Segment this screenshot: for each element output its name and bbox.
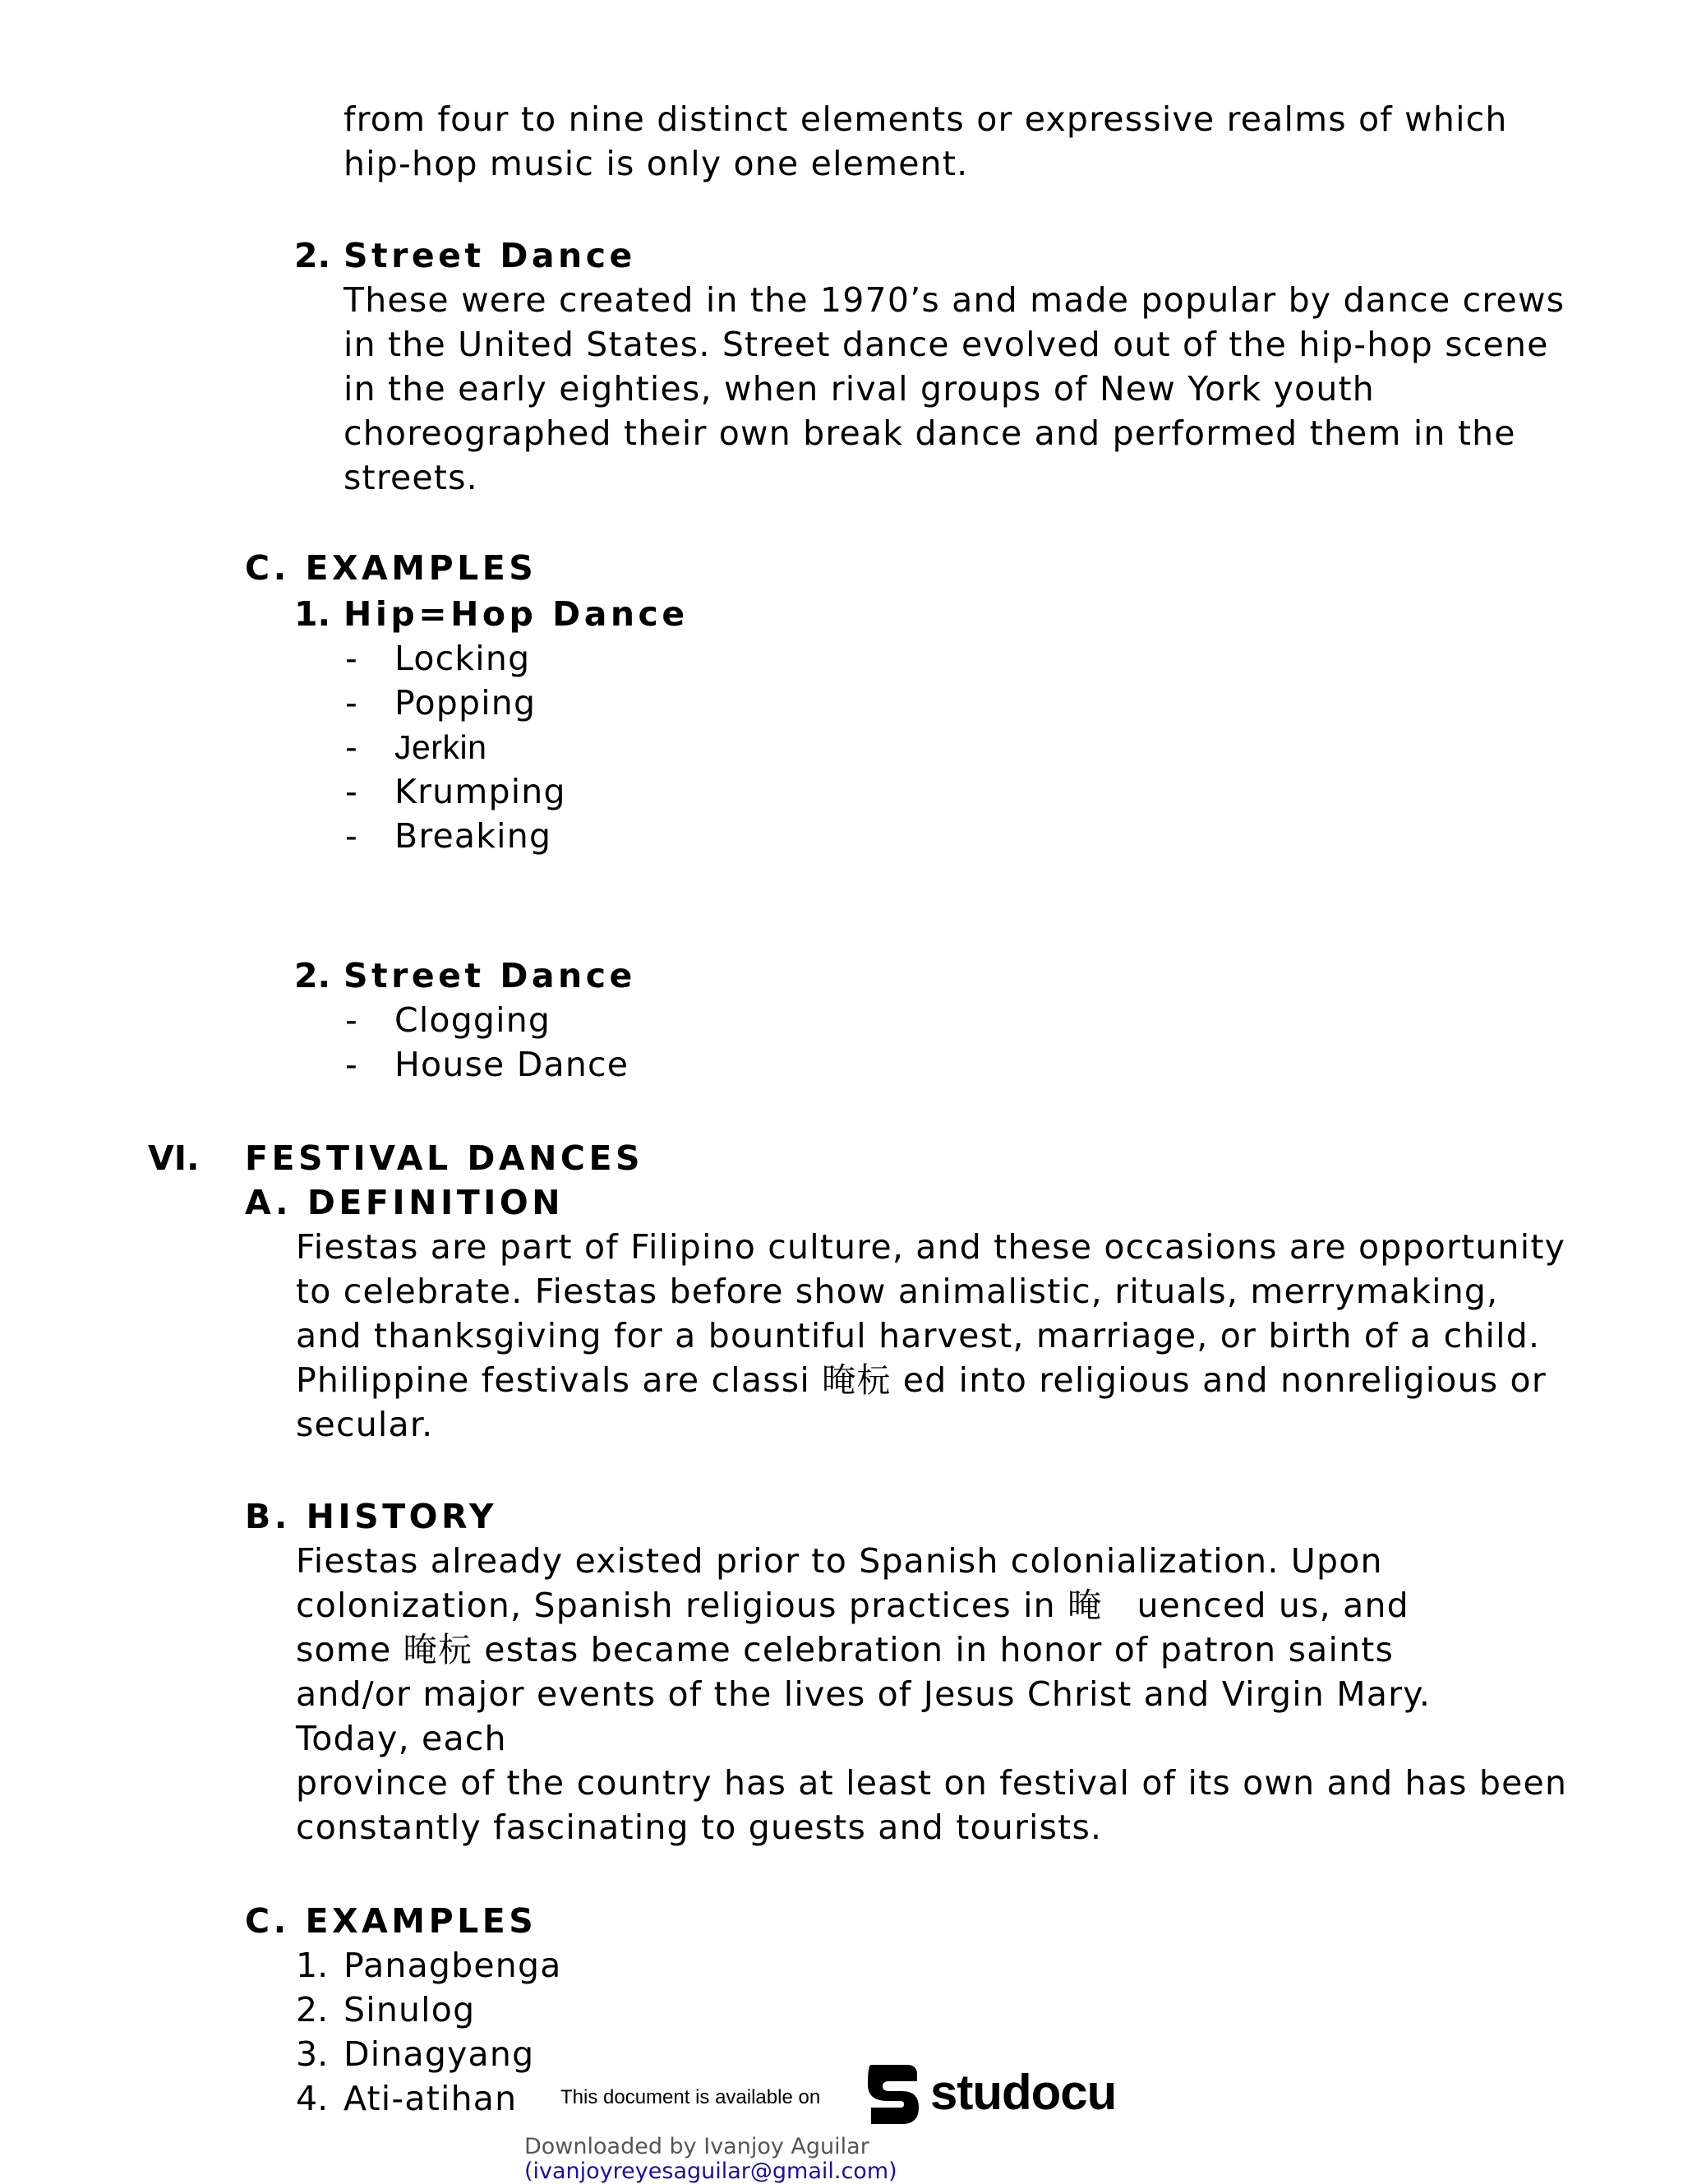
section-title: FESTIVAL DANCES — [245, 1138, 644, 1178]
festival-item-panagbenga: Panagbenga — [344, 1946, 562, 1985]
section-roman-numeral: VI. — [148, 1138, 200, 1178]
history-line-4: and/or major events of the lives of Jesus Christ and Virgin Mary. — [296, 1674, 1432, 1714]
list-item-popping: Popping — [394, 683, 537, 723]
list-item-locking: Locking — [394, 639, 531, 678]
festival-item-sinulog: Sinulog — [344, 1990, 476, 2029]
festival-item-dinagyang: Dinagyang — [344, 2034, 535, 2074]
list-item-house-dance: House Dance — [394, 1045, 629, 1084]
intro-line-2: hip-hop music is only one element. — [344, 144, 969, 183]
list-item-breaking: Breaking — [394, 816, 552, 856]
festival-item-number: 3. — [296, 2034, 329, 2074]
bullet-dash: - — [345, 772, 357, 811]
festival-item-number: 2. — [296, 1990, 329, 2029]
street-dance-example-heading: Street Dance — [344, 956, 636, 995]
festival-item-number: 1. — [296, 1946, 329, 1985]
street-dance-line-5: streets. — [344, 458, 478, 497]
festival-examples-heading: C. EXAMPLES — [245, 1901, 537, 1941]
street-dance-line-2: in the United States. Street dance evolved out of the hip-hop scene — [344, 325, 1549, 364]
list-item-clogging: Clogging — [394, 1000, 551, 1040]
hiphop-number: 1. — [294, 594, 331, 634]
festival-item-number: 4. — [296, 2079, 329, 2118]
bullet-dash: - — [345, 727, 357, 767]
history-line-5: Today, each — [296, 1719, 507, 1758]
bullet-dash: - — [345, 1000, 357, 1040]
history-line-6: province of the country has at least on festival of its own and has been — [296, 1763, 1568, 1803]
history-line-1: Fiestas already existed prior to Spanish colonialization. Upon — [296, 1541, 1383, 1581]
street-dance-line-4: choreographed their own break dance and performed them in the — [344, 413, 1516, 453]
definition-line-5: secular. — [296, 1405, 434, 1444]
footer-available-text: This document is available on — [560, 2086, 821, 2108]
downloader-email-link[interactable]: (ivanjoyreyesaguilar@gmail.com) — [524, 2159, 897, 2184]
bullet-dash: - — [345, 1045, 357, 1084]
examples-heading: C. EXAMPLES — [245, 548, 537, 588]
definition-line-3: and thanksgiving for a bountiful harvest, marriage, or birth of a child. — [296, 1316, 1541, 1355]
street-dance-line-3: in the early eighties, when rival groups of New York youth — [344, 369, 1375, 409]
definition-line-1: Fiestas are part of Filipino culture, and these occasions are opportunity — [296, 1227, 1566, 1267]
festival-item-ati-atihan: Ati-atihan — [344, 2079, 518, 2118]
street-dance-number: 2. — [294, 236, 331, 275]
hiphop-heading: Hip=Hop Dance — [344, 594, 689, 634]
street-dance-line-1: These were created in the 1970’s and made popular by dance crews — [344, 280, 1565, 320]
history-heading: B. HISTORY — [245, 1497, 498, 1536]
bullet-dash: - — [345, 816, 357, 856]
street-dance-example-number: 2. — [294, 956, 331, 995]
downloaded-by: Downloaded by Ivanjoy Aguilar — [524, 2134, 869, 2159]
history-line-7: constantly fascinating to guests and tourists. — [296, 1808, 1103, 1847]
history-line-3: some 晻杬 estas became celebration in honor of patron saints — [296, 1630, 1395, 1669]
list-item-krumping: Krumping — [394, 772, 566, 811]
definition-line-4: Philippine festivals are classi 晻杬 ed into religious and nonreligious or — [296, 1360, 1547, 1400]
studocu-wordmark: studocu — [930, 2065, 1117, 2120]
intro-line-1: from four to nine distinct elements or expressive realms of which — [344, 99, 1508, 139]
definition-heading: A. DEFINITION — [245, 1183, 565, 1222]
studocu-logo[interactable] — [860, 2058, 1123, 2127]
street-dance-heading: Street Dance — [344, 236, 636, 275]
bullet-dash: - — [345, 639, 357, 678]
bullet-dash: - — [345, 683, 357, 723]
history-line-2: colonization, Spanish religious practices in 晻 uenced us, and — [296, 1586, 1409, 1625]
definition-line-2: to celebrate. Fiestas before show animalistic, rituals, merrymaking, — [296, 1272, 1499, 1311]
list-item-jerkin: Jerkin — [394, 728, 487, 766]
studocu-mark-icon — [860, 2058, 925, 2127]
